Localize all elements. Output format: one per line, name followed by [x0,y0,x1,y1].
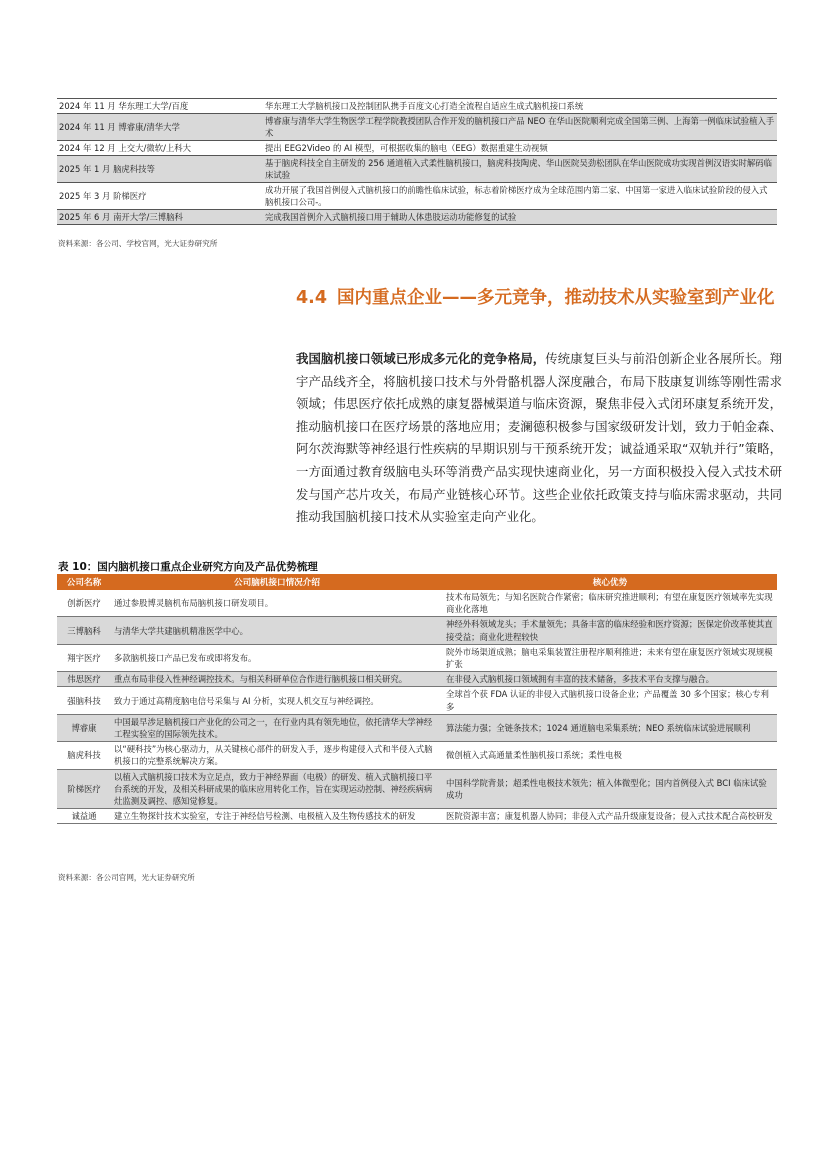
company-name: 强脑科技 [57,687,111,714]
company-row [57,769,777,809]
company-name: 伟思医疗 [57,672,111,687]
company-advantage: 算法能力强；全链条技术；1024 通道脑电采集系统；NEO 系统临床试验进展顺利 [443,714,777,741]
timeline-date-org [57,210,263,225]
company-row [57,617,777,644]
timeline-org: 南开大学/三博脑科 [113,212,183,222]
company-name: 脑虎科技 [57,742,111,769]
header-company-intro: 公司脑机接口情况介绍 [111,574,443,590]
company-intro: 以植入式脑机接口技术为立足点，致力于神经界面（电极）的研发、植入式脑机接口平台系统的开发，及相关科研成果的临床应用转化工作，旨在实现运动控制、神经疾病病灶监测及调控、感知觉修复。 [111,769,443,809]
company-row [57,714,777,741]
company-intro: 通过参股博灵脑机布局脑机接口研发项目。 [111,590,443,617]
timeline-row [57,210,777,225]
section-heading [296,286,782,311]
timeline-row [57,141,777,156]
company-name: 博睿康 [57,714,111,741]
company-advantage: 技术布局领先；与知名医院合作紧密；临床研究推进顺利；有望在康复医疗领域率先实现商业化落地 [443,590,777,617]
company-advantage: 中国科学院背景；超柔性电极技术领先；植入体微型化；国内首例侵入式 BCI 临床试验成功 [443,769,777,809]
company-row [57,809,777,824]
company-intro: 与清华大学共建脑机精准医学中心。 [111,617,443,644]
timeline-date-org [57,156,263,183]
company-advantage: 在非侵入式脑机接口领域拥有丰富的技术储备，多技术平台支撑与融合。 [443,672,777,687]
timeline-org: 脑虎科技等 [113,164,155,174]
company-intro: 建立生物探针技术实验室，专注于神经信号检测、电极植入及生物传感技术的研发 [111,809,443,824]
company-advantage: 全球首个获 FDA 认证的非侵入式脑机接口设备企业；产品覆盖 30 多个国家；核心专利多 [443,687,777,714]
timeline-date-org [57,114,263,141]
company-advantage: 院外市场渠道成熟；脑电采集装置注册程序顺利推进；未来有望在康复医疗领域实现规模扩张 [443,644,777,671]
timeline-date: 2024 年 11 月 [59,101,116,111]
company-advantage: 医院资源丰富；康复机器人协同；非侵入式产品升级康复设备；侵入式技术配合高校研发 [443,809,777,824]
timeline-event: 完成我国首例介入式脑机接口用于辅助人体患肢运动功能修复的试验 [263,210,777,225]
paragraph-lead: 我国脑机接口领域已形成多元化的竞争格局， [296,351,546,366]
timeline-row [57,183,777,210]
timeline-event: 基于脑虎科技全自主研发的 256 通道植入式柔性脑机接口，脑虎科技陶虎、华山医院吴劲松团队在华山医院成功实现首例汉语实时解码临床试验 [263,156,777,183]
timeline-date: 2024 年 12 月 [59,143,116,153]
paragraph-body: 传统康复巨头与前沿创新企业各展所长。翔宇产品线齐全，将脑机接口技术与外骨骼机器人深度融合，布局下肢康复训练等刚性需求领域；伟思医疗依托成熟的康复器械渠道与临床资源，聚焦非侵入式闭环康复系统开发，推动脑机接口在医疗场景的落地应用；麦澜德积极参与国家级研发计划，致力于帕金森、阿尔茨海默等神经退行性疾病的早期识别与干预系统开发；诚益通采取“双轨并行”策略，一方面通过教育级脑电头环等消费产品实现快速商业化，另一方面积极投入侵入式技术研发与国产芯片攻关，布局产业链核心环节。这些企业依托政策支持与临床需求驱动，共同推动我国脑机接口技术从实验室走向产业化。 [296,351,783,525]
timeline-org: 华东理工大学/百度 [118,101,189,111]
table10-source-note: 资料来源：各公司官网，光大证券研究所 [58,873,195,882]
timeline-event: 博睿康与清华大学生物医学工程学院教授团队合作开发的脑机接口产品 NEO 在华山医院顺利完成全国第三例、上海第一例临床试验植入手术 [263,114,777,141]
company-intro: 重点布局非侵入性神经调控技术。与相关科研单位合作进行脑机接口相关研究。 [111,672,443,687]
timeline-row [57,114,777,141]
company-row [57,742,777,769]
company-row [57,672,777,687]
timeline-date-org [57,183,263,210]
section-number: 4.4 [296,288,328,308]
timeline-date-org [57,99,263,114]
company-name: 翔宇医疗 [57,644,111,671]
company-intro: 致力于通过高精度脑电信号采集与 AI 分析，实现人机交互与神经调控。 [111,687,443,714]
timeline-event: 提出 EEG2Video 的 AI 模型，可根据收集的脑电（EEG）数据重建生动视频 [263,141,777,156]
timeline-date: 2025 年 6 月 [59,212,111,222]
company-advantage: 微创植入式高通量柔性脑机接口系统；柔性电极 [443,742,777,769]
timeline-date: 2025 年 1 月 [59,164,111,174]
timeline-org: 博睿康/清华大学 [118,122,180,132]
table10-caption: 表 10：国内脑机接口重点企业研究方向及产品优势梳理 [58,561,318,573]
company-name: 诚益通 [57,809,111,824]
timeline-event: 华东理工大学脑机接口及控制团队携手百度文心打造全流程自适应生成式脑机接口系统 [263,99,777,114]
timeline-date-org [57,141,263,156]
company-intro: 中国最早涉足脑机接口产业化的公司之一，在行业内具有领先地位，依托清华大学神经工程实验室的国际领先技术。 [111,714,443,741]
company-name: 三博脑科 [57,617,111,644]
company-intro: 以“硬科技”为核心驱动力，从关键核心部件的研发入手，逐步构建侵入式和半侵入式脑机接口的完整系统解决方案。 [111,742,443,769]
timeline-source-note: 资料来源：各公司、学校官网，光大证券研究所 [58,239,218,248]
section-title: 国内重点企业——多元竞争，推动技术从实验室到产业化 [337,288,775,308]
timeline-row [57,99,777,114]
company-table [57,574,777,824]
timeline-event: 成功开展了我国首例侵入式脑机接口的前瞻性临床试验，标志着阶梯医疗成为全球范围内第二家、中国第一家进入临床试验阶段的侵入式脑机接口公司-。 [263,183,777,210]
company-advantage: 神经外科领域龙头；手术量领先；具备丰富的临床经验和医疗资源；医保定价改革使其直接受益；商业化进程较快 [443,617,777,644]
timeline-date: 2025 年 3 月 [59,191,111,201]
company-name: 阶梯医疗 [57,769,111,809]
header-core-advantage: 核心优势 [443,574,777,590]
company-name: 创新医疗 [57,590,111,617]
timeline-org: 上交大/微软/上科大 [118,143,192,153]
timeline-date: 2024 年 11 月 [59,122,116,132]
timeline-row [57,156,777,183]
company-intro: 多款脑机接口产品已发布或即将发布。 [111,644,443,671]
company-row [57,590,777,617]
company-table-header [57,574,777,590]
header-company-name: 公司名称 [57,574,111,590]
timeline-table [57,98,777,225]
timeline-org: 阶梯医疗 [113,191,147,201]
company-row [57,687,777,714]
section-paragraph [296,348,782,529]
company-row [57,644,777,671]
